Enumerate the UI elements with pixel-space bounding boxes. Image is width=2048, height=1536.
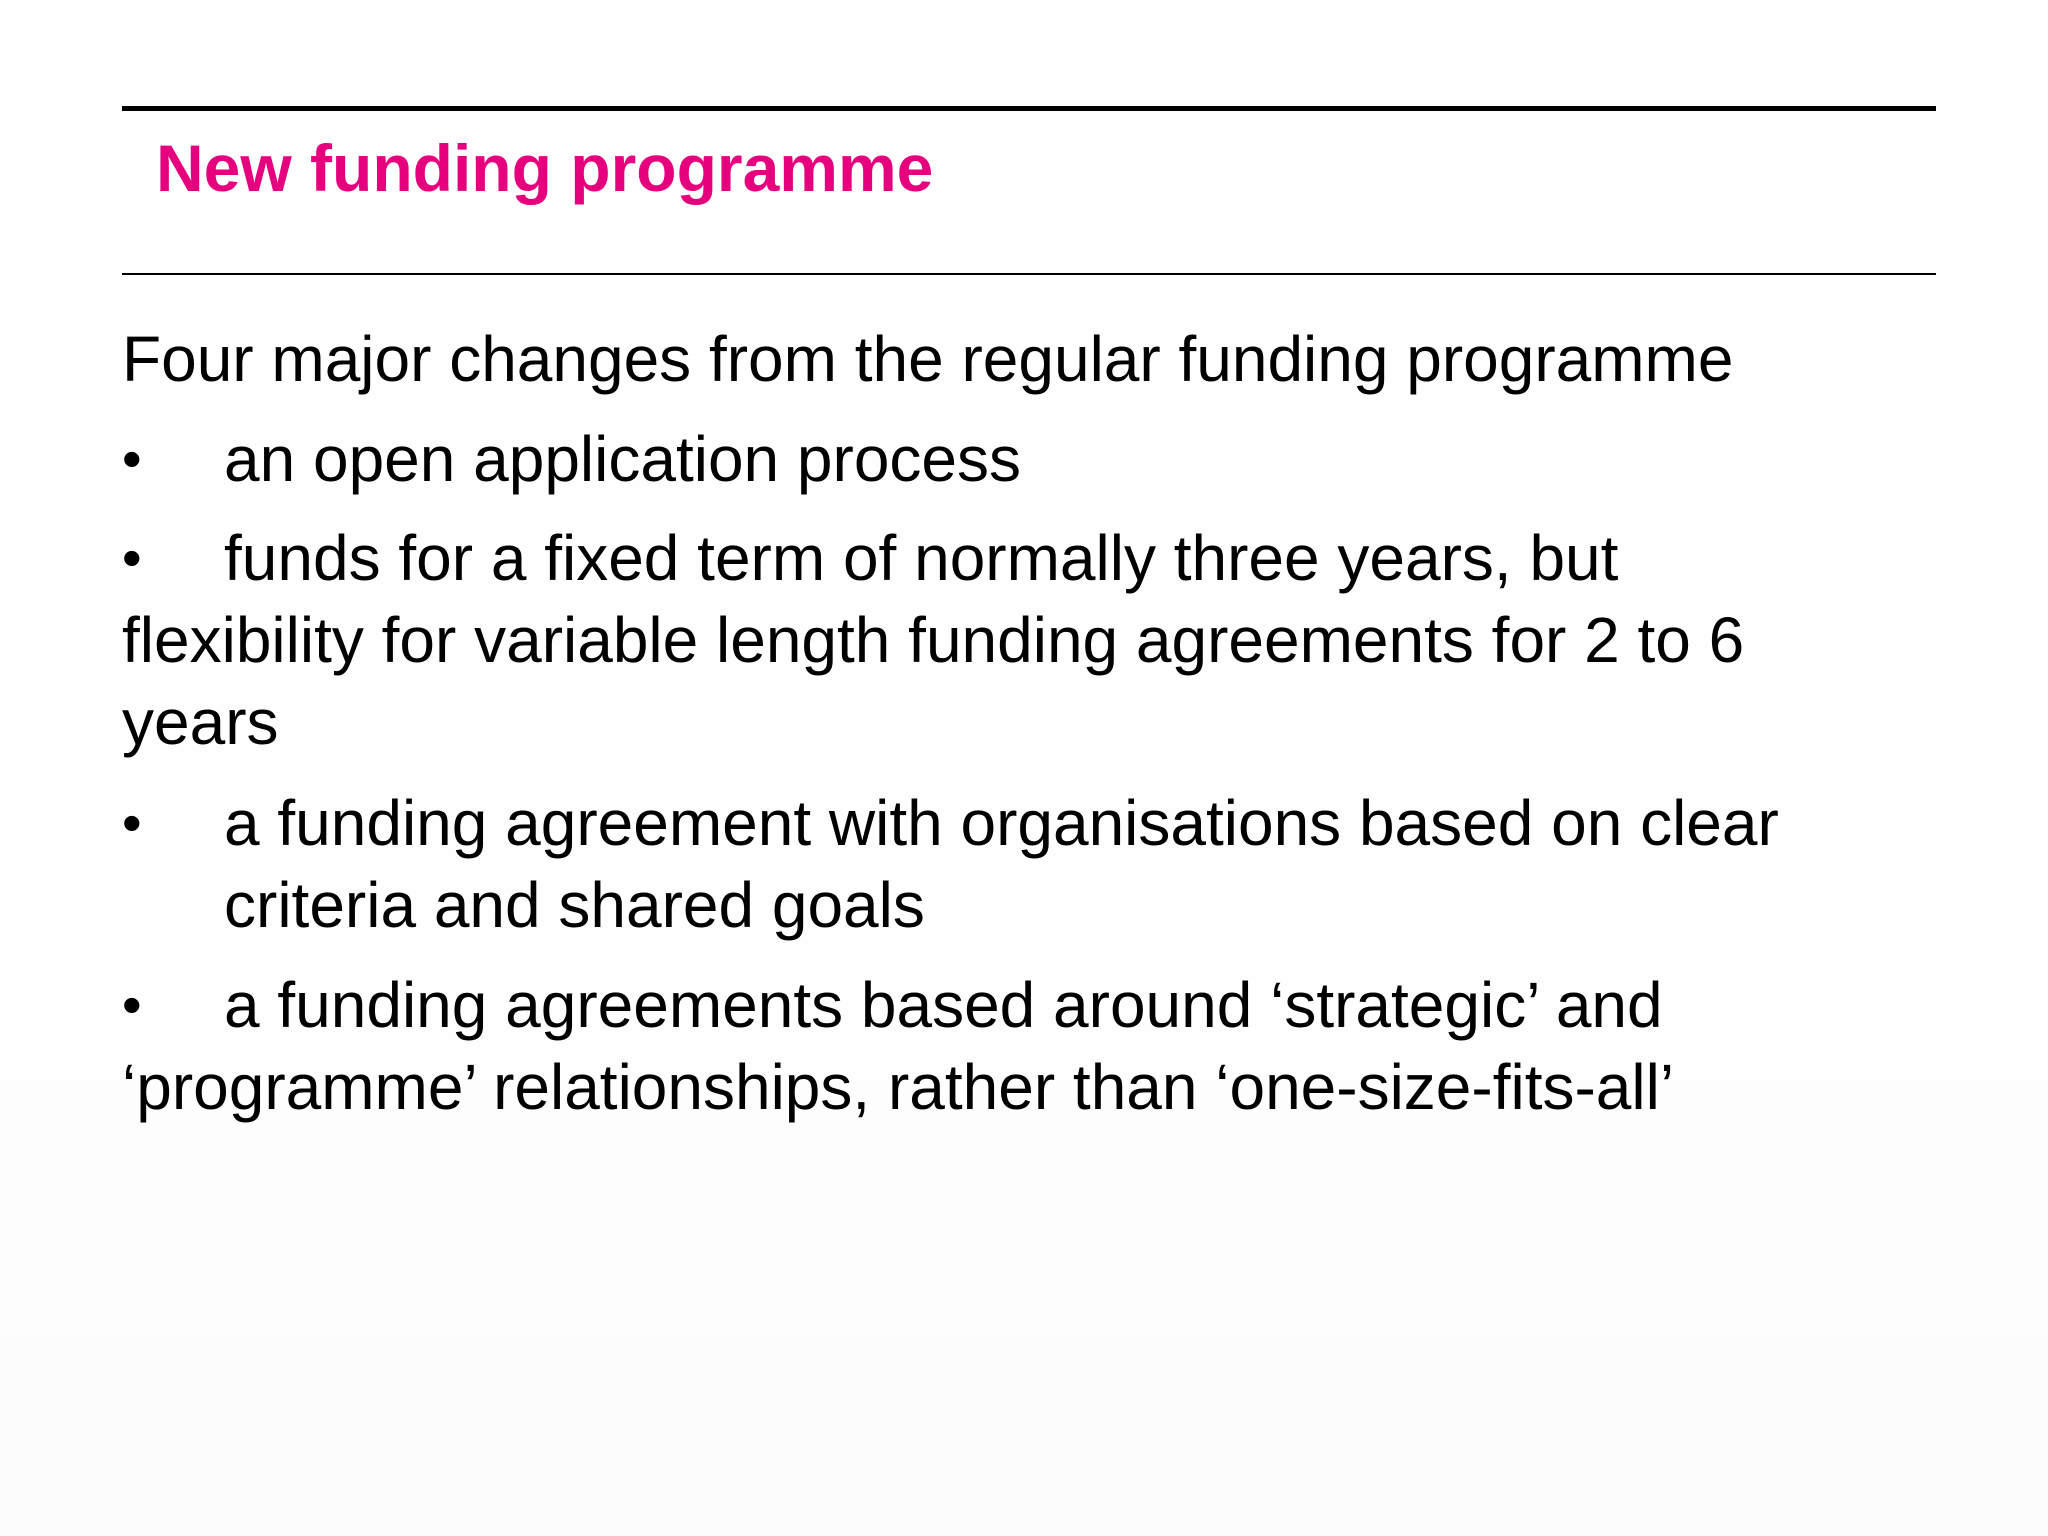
bullet-text-line: a funding agreement with organisations based on clear [224, 787, 1779, 859]
bullet-text-line: flexibility for variable length funding agreements for 2 to 6 [122, 604, 1745, 676]
bullet-text-line: years [122, 686, 279, 758]
bullet-text-line: funds for a fixed term of normally three years, but [224, 522, 1619, 594]
bullet-text-line: a funding agreements based around ‘strategic’ and [224, 969, 1663, 1041]
bullet-symbol: • [122, 427, 142, 490]
bullet-symbol: • [122, 791, 142, 854]
intro-text: Four major changes from the regular funding programme [122, 323, 1734, 395]
bullet-symbol: • [122, 526, 142, 589]
bullet-symbol: • [122, 973, 142, 1036]
slide-title: New funding programme [156, 131, 934, 205]
title-divider [122, 273, 1936, 275]
top-rule [122, 106, 1936, 111]
bullet-text-line: ‘programme’ relationships, rather than ‘one-size-fits-all’ [122, 1051, 1675, 1123]
bullet-text-line: criteria and shared goals [224, 869, 925, 941]
bullet-text-line: an open application process [224, 423, 1021, 495]
